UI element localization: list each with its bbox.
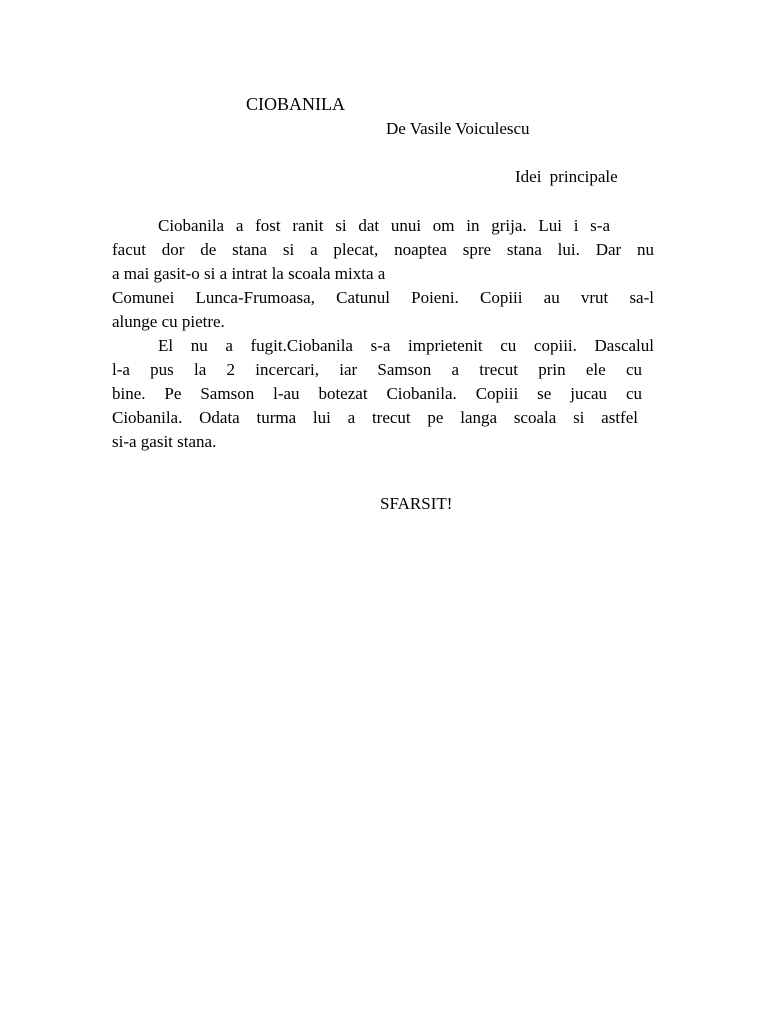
text-line: Comunei Lunca-Frumoasa, Catunul Poieni. Copiii au vrut sa-l xyxy=(112,288,654,307)
text-line: El nu a fugit.Ciobanila s-a imprietenit cu copiii. Dascalul xyxy=(158,336,654,355)
text-line: si-a gasit stana. xyxy=(112,432,217,451)
text-line: l-a pus la 2 incercari, iar Samson a trecut prin ele cu xyxy=(112,360,642,379)
text-line: a mai gasit-o si a intrat la scoala mixta a xyxy=(112,264,386,283)
document-title: CIOBANILA xyxy=(246,94,345,114)
document-author: De Vasile Voiculescu xyxy=(386,119,530,138)
document-ending: SFARSIT! xyxy=(380,494,453,513)
document-subtitle: Idei principale xyxy=(515,167,618,186)
text-line: alunge cu pietre. xyxy=(112,312,225,331)
text-line: bine. Pe Samson l-au botezat Ciobanila. Copiii se jucau cu xyxy=(112,384,642,403)
text-line: Ciobanila. Odata turma lui a trecut pe langa scoala si astfel xyxy=(112,408,638,427)
text-line: Ciobanila a fost ranit si dat unui om in grija. Lui i s-a xyxy=(158,216,610,235)
text-line: facut dor de stana si a plecat, noaptea spre stana lui. Dar nu xyxy=(112,240,654,259)
